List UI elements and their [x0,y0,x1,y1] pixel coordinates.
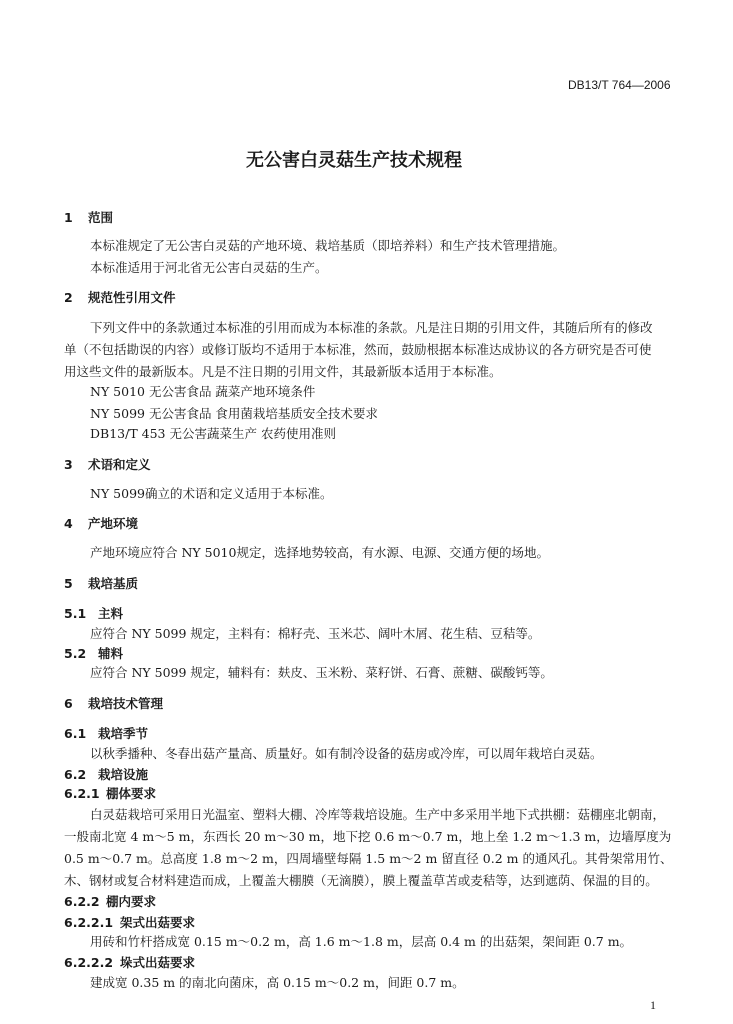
subsection-6-1-heading [64,724,148,742]
doc-code: DB13/T 764—2006 [568,78,671,92]
subsection-6-2-2-1-heading [64,913,195,931]
paragraph: 产地环境应符合 NY 5010规定，选择地势较高，有水源、电源、交通方便的场地。 [90,545,549,560]
section-number: 6.2.2.1 [64,915,114,930]
section-title: 术语和定义 [88,457,151,472]
paragraph: 以秋季播种、冬春出菇产量高、质量好。如有制冷设备的菇房或冷库，可以周年栽培白灵菇。 [90,746,603,761]
subsection-6-2-1-heading [64,784,156,802]
section-title: 栽培设施 [98,767,149,782]
page-title: 无公害白灵菇生产技术规程 [246,150,462,171]
paragraph-line: 单（不包括勘误的内容）或修订版均不适用于本标准，然而，鼓励根据本标准达成协议的各方研究是否可使 [64,342,652,357]
section-number: 6 [64,696,73,711]
section-title: 栽培技术管理 [88,696,164,711]
section-number: 3 [64,457,73,472]
section-number: 6.2 [64,767,87,782]
page-number: 1 [650,998,656,1012]
paragraph-line: 0.5 m～0.7 m。总高度 1.8 m～2 m，四周墙壁每隔 1.5 m～2 m 留直径 0.2 m 的通风孔。其骨架常用竹、 [64,851,673,866]
section-number: 5.1 [64,606,87,621]
section-number: 2 [64,290,73,305]
section-4-heading [64,514,138,532]
reference-item: DB13/T 453 无公害蔬菜生产 农药使用准则 [90,426,336,441]
section-title: 棚体要求 [106,786,157,801]
subsection-6-2-2-heading [64,892,156,910]
paragraph-line: 一般南北宽 4 m～5 m，东西长 20 m～30 m，地下挖 0.6 m～0.7 m，地上垒 1.2 m～1.3 m，边墙厚度为 [64,829,672,844]
section-title: 辅料 [98,646,124,661]
section-number: 6.2.2 [64,894,100,909]
section-number: 6.2.1 [64,786,100,801]
section-number: 5 [64,576,73,591]
reference-item: NY 5010 无公害食品 蔬菜产地环境条件 [90,384,316,399]
subsection-5-1-heading [64,604,123,622]
section-title: 产地环境 [88,516,139,531]
paragraph: NY 5099确立的术语和定义适用于本标准。 [90,486,333,501]
section-2-heading [64,288,176,306]
section-6-heading [64,694,163,712]
section-title: 栽培基质 [88,576,139,591]
paragraph-line: 木、钢材或复合材料建造而成，上覆盖大棚膜（无滴膜），膜上覆盖草苫或麦秸等，达到遮荫、保温的目的。 [64,873,658,888]
paragraph: 本标准规定了无公害白灵菇的产地环境、栽培基质（即培养料）和生产技术管理措施。 [90,238,566,253]
section-5-heading [64,574,138,592]
paragraph-line: 下列文件中的条款通过本标准的引用而成为本标准的条款。凡是注日期的引用文件，其随后所有的修改 [90,320,653,335]
reference-item: NY 5099 无公害食品 食用菌栽培基质安全技术要求 [90,406,378,421]
section-title: 范围 [88,210,114,225]
section-number: 5.2 [64,646,87,661]
paragraph: 本标准适用于河北省无公害白灵菇的生产。 [90,260,328,275]
paragraph-line: 用这些文件的最新版本。凡是不注日期的引用文件，其最新版本适用于本标准。 [64,364,502,379]
subsection-5-2-heading [64,644,123,662]
section-1-heading [64,208,113,226]
section-number: 1 [64,210,73,225]
section-title: 棚内要求 [106,894,157,909]
section-title: 规范性引用文件 [88,290,176,305]
paragraph-line: 白灵菇栽培可采用日光温室、塑料大棚、冷库等栽培设施。生产中多采用半地下式拱棚：菇棚座北朝南， [90,807,666,822]
section-title: 栽培季节 [98,726,149,741]
subsection-6-2-heading [64,765,148,783]
section-title: 主料 [98,606,124,621]
section-3-heading [64,455,151,473]
paragraph: 用砖和竹杆搭成宽 0.15 m～0.2 m，高 1.6 m～1.8 m，层高 0.4 m 的出菇架，架间距 0.7 m。 [90,934,633,949]
subsection-6-2-2-2-heading [64,953,195,971]
section-title: 垛式出菇要求 [120,955,196,970]
section-number: 4 [64,516,73,531]
paragraph: 应符合 NY 5099 规定，主料有：棉籽壳、玉米芯、阔叶木屑、花生秸、豆秸等。 [90,626,541,641]
paragraph: 建成宽 0.35 m 的南北向菌床，高 0.15 m～0.2 m，间距 0.7 m。 [90,975,465,990]
section-number: 6.2.2.2 [64,955,114,970]
paragraph: 应符合 NY 5099 规定，辅料有：麸皮、玉米粉、菜籽饼、石膏、蔗糖、碳酸钙等。 [90,665,553,680]
section-title: 架式出菇要求 [120,915,196,930]
section-number: 6.1 [64,726,87,741]
